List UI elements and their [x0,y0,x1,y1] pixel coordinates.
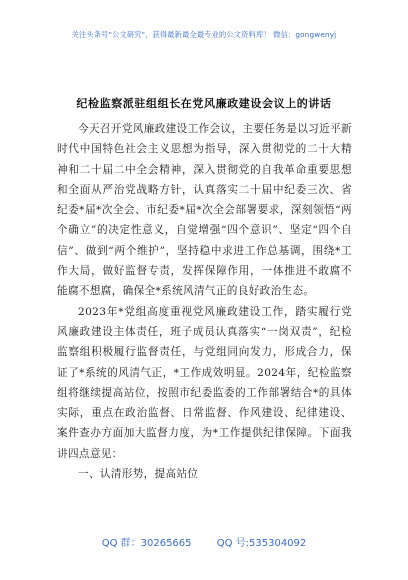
footer-qq-number: QQ 号:535304092 [216,538,307,549]
footer-qq-group: QQ 群：30265665 [101,538,192,549]
document-body [57,119,352,484]
section-heading: 一、认清形势，提高站位 [78,468,199,481]
document-title: 纪检监察派驻组组长在党风廉政建设会议上的讲话 [76,97,332,110]
header-promo-text: 关注头条号"公文研究"，获得最新最全最专业的公文资料库！ 微信：gongwenyj [71,30,337,39]
footer-contact [0,534,408,549]
paragraph-2: 2023年*党组高度重视党风廉政建设工作，踏实履行党风廉政建设主体责任，班子成员认真落实“一岗双责”，纪检监察组积极履行监督责任，与党组同向发力，形成合力，保证了*系统的风清气正，*工作成效明显。2024年，纪检监察组将继续提高站位，按照市纪委监委的工作部署结合*的具体实际，重点在政治监督、日常监督、作风建设、纪律建设、案件查办方面加大监督力度，为*工作提供纪律保障。下面我讲四点意见： [57,305,352,460]
paragraph-1: 今天召开党风廉政建设工作会议，主要任务是以习近平新时代中国特色社会主义思想为指导，深入贯彻党的二十大精神和二十届二中全会精神，深入贯彻党的自我革命重要思想和全面从严治党战略方针，认真落实二十届中纪委三次、省纪委*届*次全会、市纪委*届*次全会部署要求，深刻领悟“两个确立”的决定性意义，自觉增强“四个意识”、坚定“四个自信”、做到“两个维护”，坚持稳中求进工作总基调，围绕*工作大局，做好监督专责，发挥保障作用，一体推进不敢腐不能腐不想腐，确保全*系统风清气正的良好政治生态。 [57,123,352,298]
